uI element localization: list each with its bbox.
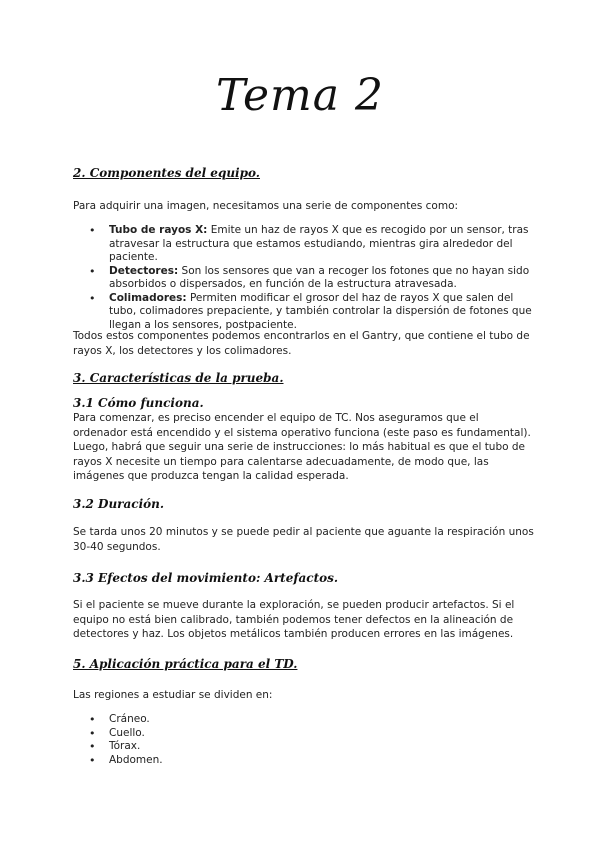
subsection-3-3-heading: 3.3 Efectos del movimiento: Artefactos. bbox=[73, 571, 339, 585]
section-3-heading: 3. Características de la prueba. bbox=[73, 371, 284, 385]
regions-list bbox=[73, 713, 535, 767]
subsection-3-2-heading: 3.2 Duración. bbox=[73, 497, 165, 511]
subsection-3-1-heading: 3.1 Cómo funciona. bbox=[73, 396, 204, 410]
item-label: Colimadores: bbox=[109, 291, 187, 304]
list-item: • Tórax. bbox=[73, 740, 535, 754]
item-label: Tubo de rayos X: bbox=[109, 224, 208, 236]
list-item: • Abdomen. bbox=[73, 754, 535, 768]
item-text: Son los sensores que van a recoger los fotones que no hayan sido absorbidos o dispersados, en función de la estructura atravesada. bbox=[109, 264, 530, 290]
list-item bbox=[73, 265, 535, 292]
item-text: Permiten modificar el grosor del haz de rayos X que salen del tubo, colimadores prepaciente, y también controlar la dispersión de fotones que llegan a los sensores, postpaciente. bbox=[109, 291, 532, 331]
item-text: Emite un haz de rayos X que es recogido por un sensor, tras atravesar la estructura que estamos estudiando, mientras gira alrededor del paciente. bbox=[109, 224, 529, 263]
subsection-3-1-text: Para comenzar, es preciso encender el equipo de TC. Nos aseguramos que el ordenador está encendido y el sistema operativo funciona (este paso es fundamental). Luego, habrá que seguir una serie de instrucciones: lo más habitual es que el tubo de rayos X necesite un tiempo para calentarse adecuadamente, de modo que, las imágenes que produzca tengan la calidad esperada. bbox=[73, 412, 531, 482]
section-2-outro: Todos estos componentes podemos encontrarlos en el Gantry, que contiene el tubo de rayos X, los detectores y los colimadores. bbox=[73, 330, 530, 357]
list-item: • Cuello. bbox=[73, 727, 535, 741]
page-title: Tema 2 bbox=[216, 70, 384, 121]
section-5-intro: Las regiones a estudiar se dividen en: bbox=[73, 689, 273, 701]
item-label: Detectores: bbox=[109, 264, 179, 277]
components-list bbox=[73, 224, 535, 332]
list-item bbox=[73, 292, 535, 333]
list-item bbox=[73, 224, 535, 265]
section-5-heading: 5. Aplicación práctica para el TD. bbox=[73, 657, 298, 671]
subsection-3-3-text: Si el paciente se mueve durante la exploración, se pueden producir artefactos. Si el equipo no está bien calibrado, también podemos tener defectos en la alineación de detectores y haz. Los objetos metálicos también producen errores en las imágenes. bbox=[73, 599, 515, 640]
subsection-3-2-text: Se tarda unos 20 minutos y se puede pedir al paciente que aguante la respiración unos 30-40 segundos. bbox=[73, 526, 534, 553]
list-item: • Cráneo. bbox=[73, 713, 535, 727]
section-2-intro: Para adquirir una imagen, necesitamos una serie de componentes como: bbox=[73, 200, 459, 212]
section-2-heading: 2. Componentes del equipo. bbox=[73, 166, 260, 180]
